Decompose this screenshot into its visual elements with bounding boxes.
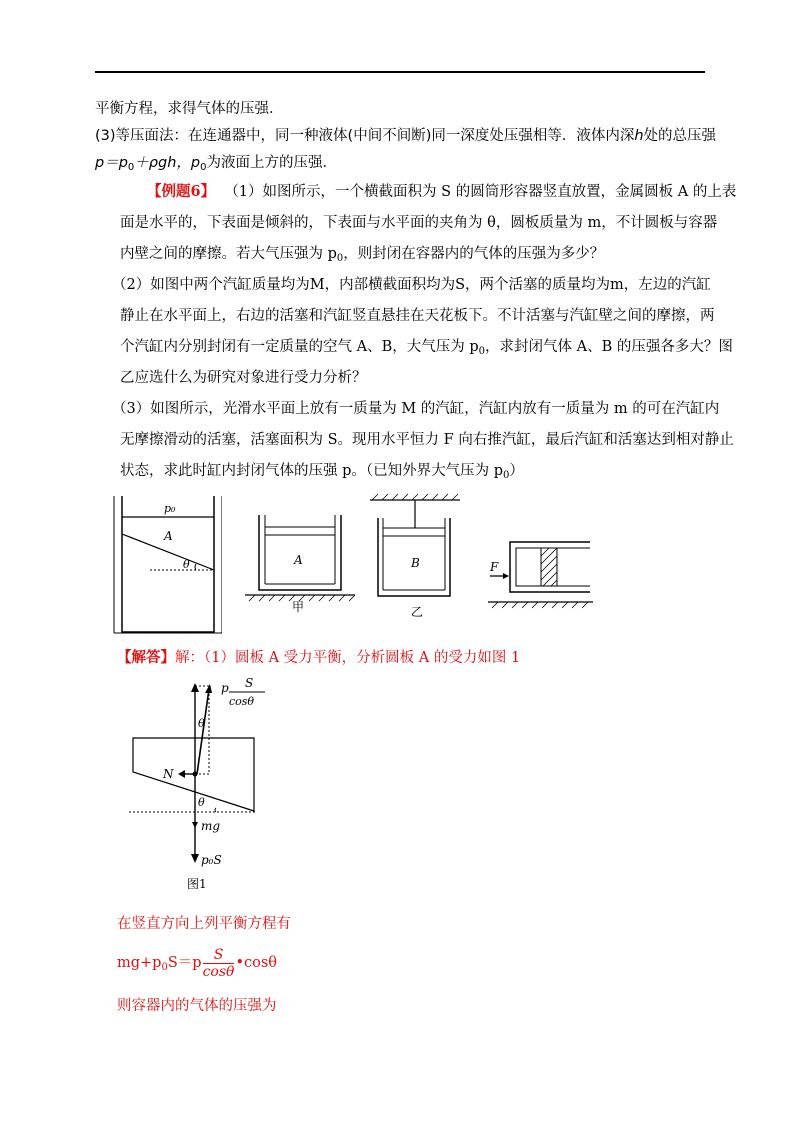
example-line-7: 乙应选什么为研究对象进行受力分析？ [120, 370, 367, 386]
header-rule [95, 71, 705, 73]
answer-line: 【解答】解：（1）圆板 A 受力平衡，分析圆板 A 的受力如图 1 [117, 649, 521, 666]
figure-yi [370, 492, 470, 620]
example-line-3: 内壁之间的摩擦。若大气压强为 $p_0$，则封闭在容器内的气体的压强为多少？ [120, 246, 605, 264]
example-line-1: 【例题6】 （1）如图所示，一个横截面积为 S 的圆筒形容器竖直放置，金属圆板 A 的上表 [147, 183, 737, 200]
equation-fraction: $\frac{S}{\cos\theta}$ [202, 946, 235, 980]
example-line-6: 个汽缸内分别封闭有一定质量的空气 A、B，大气压为 $p_0$，求封闭气体 A、B 的压强各多大？图 [120, 339, 733, 357]
force-top-p: p [221, 681, 229, 695]
equation-main: $mg+p_0S=p$ $\frac{S}{\cos\theta}$ •cosθ [117, 946, 278, 980]
jia-a-label: A [294, 553, 303, 567]
force-n-label: N [163, 767, 174, 781]
answer-tag: 【解答】 [117, 649, 175, 666]
fig3-f-label: F [490, 560, 499, 574]
example-line-10: 状态，求此时缸内封闭气体的压强 p。（已知外界大气压为 $p_0$） [120, 463, 524, 481]
yi-caption: 乙 [411, 605, 424, 619]
force-top-num: S [245, 676, 254, 690]
force-p0s-label: p₀S [201, 853, 222, 867]
intro-line-1: 平衡方程，求得气体的压强． [95, 101, 284, 117]
force-top-den: cosθ [229, 695, 255, 708]
force-theta-bottom: θ [198, 796, 205, 809]
fig1-p0-label: p₀ [164, 502, 176, 515]
example-line-9: 无摩擦滑动的活塞，活塞面积为 S。现用水平恒力 F 向右推汽缸，最后汽缸和活塞达到相对静止 [120, 432, 734, 448]
jia-caption: 甲 [292, 600, 305, 613]
fig1-a-label: A [164, 529, 173, 543]
equation-intro: 在竖直方向上列平衡方程有 [117, 916, 291, 932]
force-caption: 图1 [187, 877, 207, 891]
fig1-theta-label: θ [183, 558, 190, 571]
example-line-4: （2）如图中两个汽缸质量均为M，内部横截面积均为S，两个活塞的质量均为m，左边的汽缸 [112, 277, 711, 293]
answer-final-line: 则容器内的气体的压强为 [117, 998, 277, 1014]
example-tag: 【例题6】 [147, 183, 216, 200]
figure-cylinder-plate [110, 492, 222, 637]
example-line-2: 面是水平的，下表面是倾斜的，下表面与水平面的夹角为 θ，圆板质量为 m，不计圆板与容器 [120, 215, 718, 231]
example-line-8: （3）如图所示，光滑水平面上放有一质量为 M 的汽缸，汽缸内放有一质量为 m 的可在汽缸内 [112, 401, 720, 417]
yi-b-label: B [411, 556, 420, 570]
force-mg-label: mg [201, 819, 221, 833]
intro-line-3: $p=p_0+\rho gh$，$p_0$为液面上方的压强． [95, 155, 337, 173]
figure-force-diagram [125, 676, 285, 898]
figure-horizontal-cylinder [488, 530, 593, 610]
force-theta-top: θ [198, 717, 205, 730]
intro-line-2: (3)等压面法：在连通器中，同一种液体(中间不间断)同一深度处压强相等．液体内深h处的总压强 [95, 128, 717, 144]
figure-jia [245, 507, 355, 613]
example-line-5: 静止在水平面上，右边的活塞和汽缸竖直悬挂在天花板下。不计活塞与汽缸壁之间的摩擦，两 [120, 308, 715, 324]
